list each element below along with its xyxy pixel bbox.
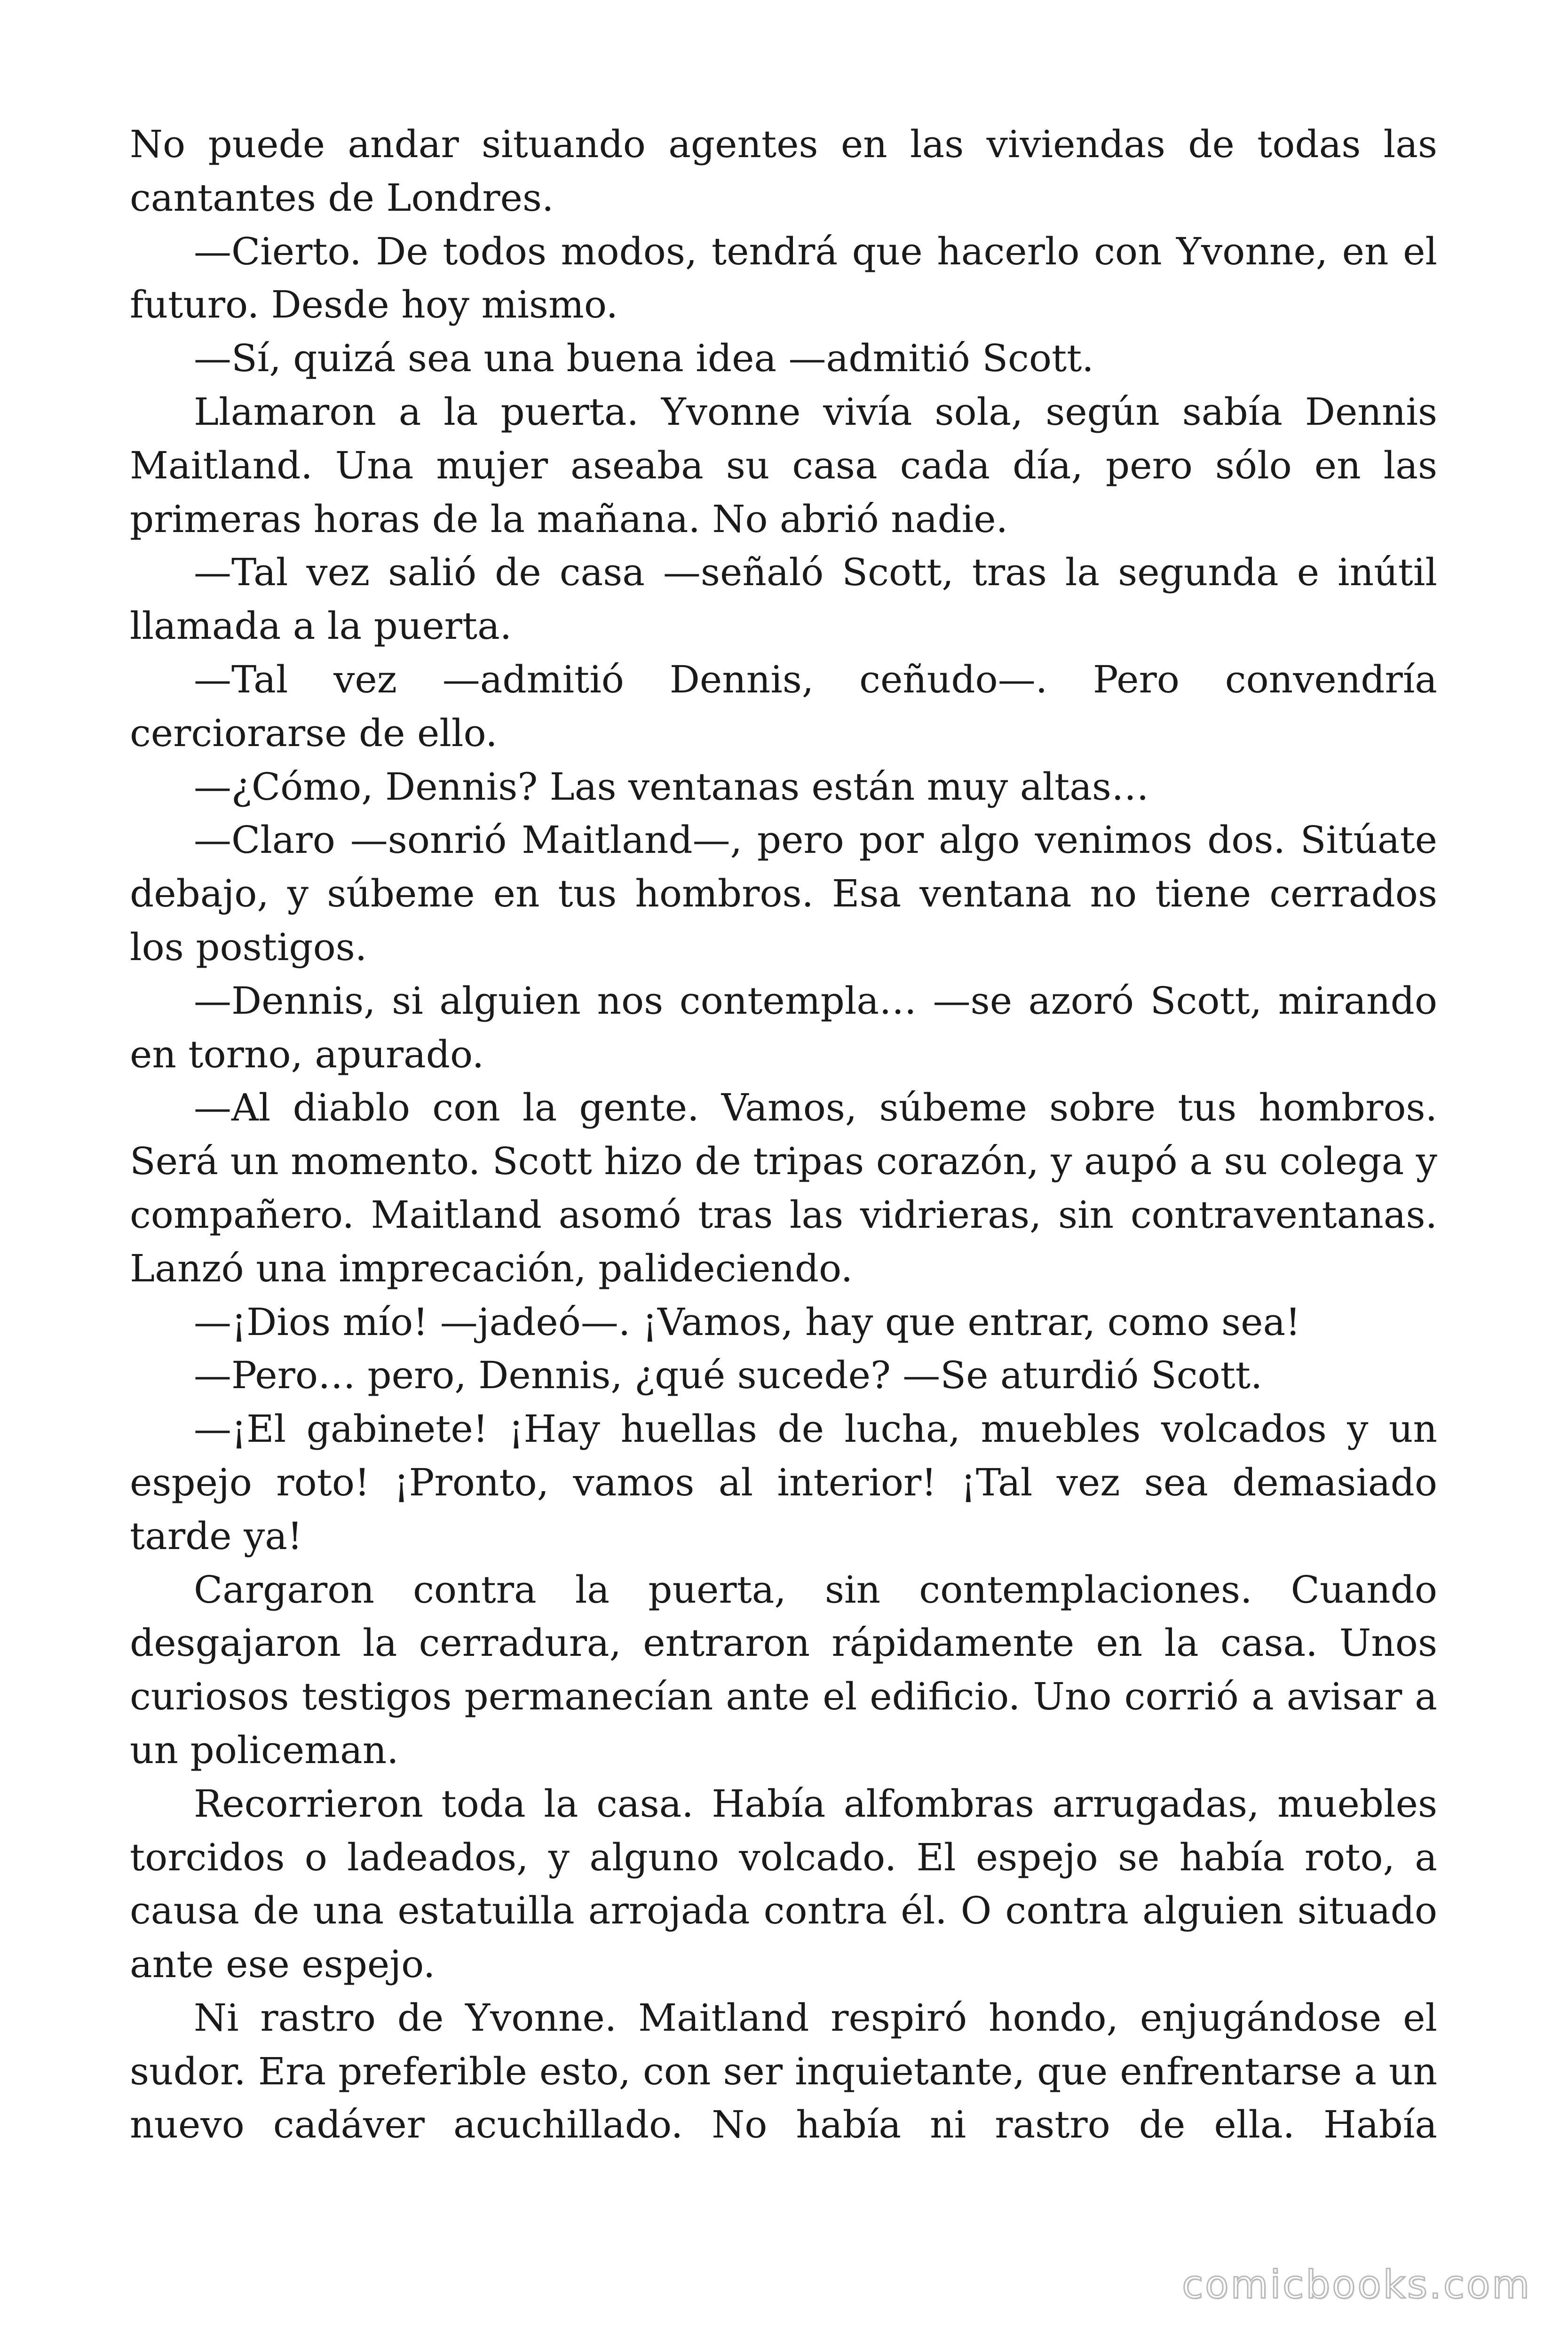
paragraph: —Tal vez —admitió Dennis, ceñudo—. Pero convendría cerciorarse de ello. — [130, 657, 1437, 755]
paragraph: —¡El gabinete! ¡Hay huellas de lucha, muebles volcados y un espejo roto! ¡Pronto, vamos al interior! ¡Tal vez sea demasiado tarde ya! — [130, 1407, 1437, 1558]
paragraph: —¡Dios mío! —jadeó—. ¡Vamos, hay que entrar, como sea! — [194, 1300, 1301, 1344]
paragraph: —Dennis, si alguien nos contempla… —se azoró Scott, mirando en torno, apurado. — [130, 978, 1437, 1076]
paragraph: —Claro —sonrió Maitland—, pero por algo venimos dos. Sitúate debajo, y súbeme en tus hombros. Esa ventana no tiene cerrados los postigos. — [130, 818, 1437, 969]
paragraph: —Pero… pero, Dennis, ¿qué sucede? —Se aturdió Scott. — [194, 1353, 1263, 1398]
paragraph: —Sí, quizá sea una buena idea —admitió Scott. — [194, 336, 1094, 381]
paragraph: Llamaron a la puerta. Yvonne vivía sola, según sabía Dennis Maitland. Una mujer aseaba su casa cada día, pero sólo en las primeras horas de la mañana. No abrió nadie. — [130, 389, 1437, 541]
paragraph: —¿Cómo, Dennis? Las ventanas están muy altas… — [194, 764, 1149, 809]
paragraph: Cargaron contra la puerta, sin contemplaciones. Cuando desgajaron la cerradura, entraron rápidamente en la casa. Unos curiosos testigos permanecían ante el edificio. Uno corrió a avisar a un policeman. — [130, 1567, 1437, 1772]
paragraph: —Tal vez salió de casa —señaló Scott, tras la segunda e inútil llamada a la puerta. — [130, 550, 1437, 648]
paragraph: —Al diablo con la gente. Vamos, súbeme sobre tus hombros. Será un momento. Scott hizo de tripas corazón, y aupó a su colega y compañero. Maitland asomó tras las vidrieras, sin contraventanas. Lanzó una imprecación, palideciendo. — [130, 1086, 1437, 1290]
paragraph: —Cierto. De todos modos, tendrá que hacerlo con Yvonne, en el futuro. Desde hoy mismo. — [130, 229, 1437, 327]
watermark-logo: comicbooks.com — [1182, 2263, 1531, 2307]
body-text — [130, 118, 1437, 2152]
paragraph: No puede andar situando agentes en las viviendas de todas las cantantes de Londres. — [130, 122, 1437, 220]
paragraph: Ni rastro de Yvonne. Maitland respiró hondo, enjugándose el sudor. Era preferible esto, con ser inquietante, que enfrentarse a un nuevo cadáver acuchillado. No había ni rastro de ella. Había — [130, 1995, 1437, 2147]
paragraph: Recorrieron toda la casa. Había alfombras arrugadas, muebles torcidos o ladeados, y alguno volcado. El espejo se había roto, a causa de una estatuilla arrojada contra él. O contra alguien situado ante ese espejo. — [130, 1781, 1437, 1986]
